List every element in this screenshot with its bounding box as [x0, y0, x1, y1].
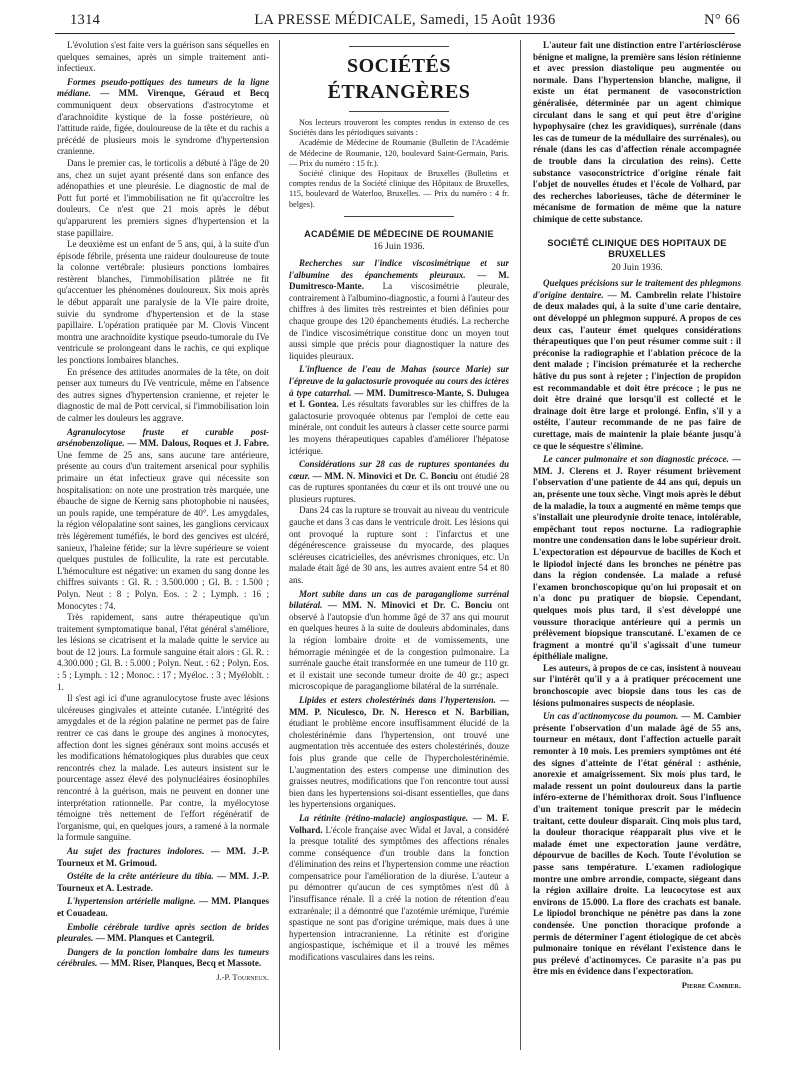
article-title: L'hypertension artérielle maligne. [67, 896, 196, 907]
article [57, 947, 269, 984]
article-title: Le cancer pulmonaire et son diagnostic précoce. [543, 454, 729, 465]
article-authors: — MM. J.-P. Tourneux et M. Grimoud. [57, 845, 269, 868]
article-text: La viscosimétrie pleurale, contrairement à l'albumino-diagnostic, a fourni à l'auteur des chiffres à des limites très restreintes et bien définies pour chaque groupe des 120 épanchements étudiés. La recherche de l'indice viscosimétrique constitue donc un moyen tout aussi simple que précis pour diagnostiquer la nature des liquides pleuraux. [289, 281, 509, 361]
article-authors: — MM. J. Clerens et J. Royer [533, 454, 741, 476]
session-date: 16 Juin 1936. [373, 242, 425, 253]
article [533, 454, 741, 709]
divider [349, 111, 449, 112]
article [57, 846, 269, 869]
article-authors: — MM. Planques et Couadeau. [57, 896, 269, 918]
article-title: Recherches sur l'indice viscosimétrique et sur l'albumine des épanchements pleuraux. [289, 258, 509, 280]
article [289, 258, 509, 362]
paragraph: Il s'est agi ici d'une agranulocytose fruste avec lésions ulcéreuses gingivales et atteinte cutanée. L'intégrité des amygdales et de la région palatine ne permet pas de faire rentrer ce cas dans le groupe des angines à monocytes, affection dont les signes généraux sont moins accusés et les modifications hématologiques plus durables que ceux rencontrés chez la malade. Les auteurs insistent sur le pourcentage assez élevé des polynucléaires éosinophiles rencontré à la guérison, mais ne peuvent en donner une interprétation rationnelle. Par contre, la myélocytose témoigne très nettement de l'effort régénératif de l'organisme, qui, en quelques jours, a ramené à la normale la formule sanguine. [57, 693, 269, 843]
article-text: communiquent deux observations d'astrocytome et d'arachnoïdite kystique de la fosse postérieure, où l'attitude raide, figée, douloureuse de la tête et du rachis a précédé de plusieurs mois le syndrome d'hypertension cranienne. [57, 99, 269, 157]
article-title: Un cas d'actinomycose du poumon. [543, 711, 679, 722]
note-item: Académie de Médecine de Roumanie (Bulletin de l'Académie de Médecine de Roumanie, 120, boulevard Saint-Germain, Paris. — Prix du numéro : 15 fr.). [289, 138, 509, 168]
article-authors: — M. Cambier [678, 711, 741, 722]
paragraph: Dans 24 cas la rupture se trouvait au niveau du ventricule gauche et dans 3 cas dans le ventricule droit. Les lésions qui ont provoqué la rupture sont : l'infarctus et une dégénérescence graisseuse du myocarde, des plaques scléreuses cicatricielles, des anévrismes chroniques, etc. Un malade était âgé de 30 ans, les autres avaient entre 54 et 80 ans. [289, 505, 509, 586]
article-title: Dangers de la ponction lombaire dans les tumeurs cérébrales. [57, 946, 269, 969]
article-text: présente l'observation d'un malade âgé de 55 ans, tourneur en métaux, dont l'affection actuelle paraît remonter à 10 mois. Les premiers symptômes ont été des signes d'atteinte de l'état général : asthénie, anorexie et amaigrissement. Six mois plus tard, le malade ressent un point douloureux dans la partie inféro-externe de l'hémithorax droit. Sous l'influence d'un traitement tonique prescrit par le médecin traitant, cette douleur disparaît. Cinq mois plus tard, la douleur thoracique réapparaît plus vive et le malade émet une expectoration jaune verdâtre, dépourvue de bacilles de Koch. Toute l'évolution se passe sans température. L'examen radiologique montre une ombre arrondie, compacte, siégeant dans la région axillaire droite. La leucocytose est aux environs de 15.000. La flore des crachats est banale. Le lipiodol bronchique ne pénètre pas dans la zone condensée. Une ponction thoracique profonde a permis de déterminer l'agent étiologique de cet abcès pulmonaire tonique en révélant l'existence dans le pus prélevé d'actinomyces. Ce parasite n'a pas pu être mis en évidence dans l'expectoration. [533, 722, 741, 977]
article [57, 77, 269, 425]
article-title: La rétinite (rétino-malacie) angiospastique. [299, 812, 469, 823]
issue-number: N° 66 [704, 12, 740, 28]
note-intro: Nos lecteurs trouveront les comptes rendus in extenso de ces Sociétés dans les périodiques suivants : [289, 118, 509, 138]
editorial-note [289, 118, 509, 210]
article-title: Agranulocytose fruste et curable post-arsénobenzolique. [57, 426, 269, 449]
article-authors: — MM. J.-P. Tourneux et A. Lestrade. [57, 871, 269, 893]
journal-title: LA PRESSE MÉDICALE, Samedi, 15 Août 1936 [254, 12, 556, 28]
paragraph: L'évolution s'est faite vers la guérison sans séquelles en quelques semaines, après un simple traitement anti-infectieux. [57, 40, 269, 74]
article [57, 922, 269, 945]
article [57, 896, 269, 919]
signature: J.-P. Tourneux. [216, 971, 269, 982]
article-text: Les résultats favorables sur les chiffres de la galactosurie provoquée obtenus par l'emploi de cette eau minérale, ont conduit les auteurs à classer cette source parmi les moyens thérapeutiques capables d'améliorer l'hépatose ictérique. [289, 399, 509, 456]
session-date: 20 Juin 1936. [611, 262, 663, 273]
column-middle [289, 40, 509, 1055]
article-text: relate l'histoire de deux malades qui, à la suite d'une carie dentaire, ont développé un phlegmon suppuré. A propos de ces deux cas, l'auteur émet quelques considérations thérapeutiques que l'on peut résumer comme suit : il préconise la radiographie et l'ablation précoce de la dent malade ; l'incision prématurée et la recherche hâtive du pus sont à rejeter ; l'injection de propidon est recommandable et doit être précoce ; le pus ne doit être drainé que lorsqu'il est collecté et le drainage doit être large et prolongé. Enfin, s'il y a ostéite, l'auteur recommande de ne pas faire de curettage, mais de maintenir la plaie béante jusqu'à ce que le séquestre s'élimine. [533, 289, 741, 451]
article-text: ont observé à l'autopsie d'un homme âgé de 37 ans qui mourut en quelques heures à la suite de douleurs abdominales, dans la région lombaire droite et de vomissements, une hémorragie méningée et de la congestion pulmonaire. La surrénale gauche était transformée en une tumeur de 110 gr. et il existait une seconde tumeur droite de 40 gr.; aspect microscopique de paragangliome bilatéral de la surrénale. [289, 600, 509, 692]
article-title: Mort subite dans un cas de paragangliome surrénal bilatéral. [289, 588, 509, 611]
article-authors: — MM. N. Minovici et Dr. C. Bonciu [309, 470, 459, 481]
signature: Pierre Cambier. [681, 979, 741, 990]
article-authors: — M. Cambrelin [603, 289, 678, 300]
article-text: L'école française avec Widal et Javal, a considéré la presque totalité des symptômes des affections rénales comme conséquence d'un trouble dans la fonction d'élimination des reins et l'hypertension comme une réaction compensatrice pour l'amélioration de la diurèse. L'auteur a pu démontrer qu'aucun de ces symptômes n'est dû à l'insuffisance rénale. Il a créé la notion de rétention d'eau extrarénale; il a démontré que l'azotémie urémique, l'urémie spastique ne sont pas d'origine urémique, mais dues à une hypertension intracranienne. La rétinite est d'origine angiospastique, ischémique et il a trouvé les mêmes modifications vasculaires dans les reins. [289, 824, 509, 963]
article [289, 695, 509, 811]
article-title: Embolie cérébrale tardive après section de brides pleurales. [57, 921, 269, 944]
article-title: L'influence de l'eau de Mahas (source Marie) sur l'épreuve de la galactosurie provoquée au cours des ictères à type catarrhal. [289, 364, 509, 398]
article [289, 364, 509, 457]
article [57, 871, 269, 894]
divider [344, 216, 454, 217]
paragraph: Les auteurs, à propos de ce cas, insistent à nouveau sur l'intérêt qu'il y a à pratiquer précocement une bronchoscopie avec biopsie dans tous les cas de lésions pulmonaires suspects de néoplasie. [533, 662, 741, 708]
article-authors: — MM. P. Niculesco, Dr. N. Heresco et N. Barbilian, [289, 694, 509, 717]
article-authors: — MM. Riser, Planques, Becq et Massote. [97, 958, 262, 969]
article [289, 589, 509, 693]
header-rule [55, 33, 735, 34]
page-header [70, 8, 740, 34]
article [533, 711, 741, 991]
article-text: ont étudié 28 cas de ruptures spontanées du cœur et ils ont trouvé une ou plusieurs ruptures. [289, 470, 509, 504]
paragraph: L'auteur fait une distinction entre l'artériosclérose bénigne et maligne, la première sans lésion rétinienne et avec pression diastolique peu augmentée ou normale. Dans l'hypertension blanche, maligne, il existe un état permanent de vasoconstriction généralisée, déterminée par un agent chimique circulant dans le sang et qui peut être d'origine hypophysaire (chez les gravidiques), surrénale (dans les cas de tumeur de la médullaire des surrénales), ou rénale (dans les cas d'affection rénale accompagnée de trouble dans la circulation des reins). Cette substance vasoconstrictrice d'origine rénale fait l'objet de nouvelles études et l'école de Volhard, par des recherches laborieuses, tâche de déterminer le mécanisme de formation de même que la nature chimique de cette substance. [533, 40, 741, 224]
article-title: Au sujet des fractures indolores. [67, 845, 205, 856]
article-text: résument brièvement l'observation d'une patiente de 44 ans qui, depuis un an, présente une toux sèche. Vingt mois après le début de la maladie, la toux a augmenté en même temps que s'installait une pleurodynie droite tenace, intolérable, empêchant tout repos nocturne. La radiographie montre une condensation dans le lobe supérieur droit. L'expectoration est dépourvue de bacilles de Koch et le lipiodol injecté dans les bronches ne pénètre pas dans la région condensée. La malade a refusé l'examen bronchoscopique qu'on lui proposait et on n'a donc pu pratiquer de biopsie. Cependant, quelques mois plus tard, il s'est développé une voussure thoracique antérieure qui a permis un prélèvement biopsique transcutané. L'examen de ce fragment a montré qu'il s'agissait d'une tumeur épithéliale maligne. [533, 465, 741, 662]
article-authors: — M. Dumitresco-Mante. [289, 269, 509, 292]
paragraph: En présence des attitudes anormales de la tête, on doit penser aux tumeurs du IVe ventricule, même en l'absence des autres signes d'hypertension cranienne, et rejeter le diagnostic de mal de Pott cervical, si l'immobilisation loin de calmer les douleurs les aggrave. [57, 366, 269, 423]
article-title: Lipides et esters cholestérinés dans l'hypertension. [299, 694, 496, 705]
note-item: Société clinique des Hopitaux de Bruxelles (Bulletins et comptes rendus de la Société clinique des Hôpitaux de Bruxelles, 115, boulevard de Waterloo, Bruxelles. — Prix du numéro : 4 fr. belges). [289, 169, 509, 209]
article-authors: — MM. Virenque, Géraud et Becq [90, 88, 269, 99]
society-heading: SOCIÉTÉ CLINIQUE DES HOPITAUX DE BRUXELLES [547, 237, 727, 260]
article-text: Une femme de 25 ans, sans aucune tare antérieure, présente au cours d'un traitement arsenical pour syphilis primaire un état infectieux grave qui nécessite son hospitalisation: on note une prostration très marquée, une ébauche de signe de Kernig sans photophobie ni nausées, un pouls rapide, une température de 40°. Les amygdales, la région vélopalatine sont saines, les ganglions cervicaux très légèrement tuméfiés, le bord des gencives est ulcéré, sanieux, l'haleine fétide; sur la lèvre supérieure se voient quelques pustules de folliculite, la rate est percutable. L'hémoculture est négative: un examen du sang donne les chiffres suivants : Gl. R. : 3.500.000 ; Gl. B. : 1.500 ; Polyn. Neut : 8 ; Polyn. Eos. : 2 ; Lymph. : 16 ; Monocytes : 74. [57, 449, 269, 611]
column-divider [279, 40, 280, 1050]
article-authors: — MM. N. Minovici et Dr. C. Bonciu [322, 600, 493, 611]
column-left [57, 40, 269, 1055]
section-heading: SOCIÉTÉS ÉTRANGÈRES [327, 55, 471, 103]
paragraph: Dans le premier cas, le torticolis a débuté à l'âge de 20 ans, chez un sujet ayant présenté dans son enfance des adénopathies et une pleurésie. Le diagnostic de mal de Pott fut porté et l'immobilisation ne fit qu'accroître les douleurs. Ce n'est que 21 mois après le début qu'apparurent les premiers signes d'hypertension et la stase papillaire. [57, 157, 269, 238]
column-divider [520, 40, 521, 1050]
article [289, 813, 509, 964]
divider [349, 46, 449, 47]
article-title: Considérations sur 28 cas de ruptures spontanées du cœur. [289, 459, 509, 481]
article [533, 278, 741, 452]
society-heading: ACADÉMIE DE MÉDECINE DE ROUMANIE [304, 228, 494, 239]
paragraph: Le deuxième est un enfant de 5 ans, qui, à la suite d'un épisode fébrile, présenta une raideur douloureuse de toute la colonne vertébrale: plusieurs ponctions lombaires restèrent blanches, l'immobilisation plâtrée ne fit qu'accentuer les phénomènes douloureux. Six mois après le début apparaît une paralysie de la VIe paire droite, suivie du syndrome d'hypertension et de la stase papillaire. L'opération pratiquée par M. Clovis Vincent montra une arachnoïdite kystique pseudo-tumorale du IVe ventricule se prolongeant dans le rachis, ce qui explique les ponctions lombaires blanches. [57, 239, 269, 366]
article [57, 427, 269, 844]
article-authors: — M. F. Volhard. [289, 812, 509, 835]
article-title: Formes pseudo-pottiques des tumeurs de la ligne médiane. [57, 76, 269, 99]
paragraph: Très rapidement, sans autre thérapeutique qu'un traitement symptomatique banal, l'état général s'améliore, les lésions se cicatrisent et la malade quitte le service au bout de 12 jours. La formule sanguine était alors : Gl. R. : 4.300.000 ; Gl. B. : 5.000 ; Polyn. Neut. : 62 ; Polyn. Eos. : 5 ; Lymph. : 12 ; Monoc. : 17 ; Myéloc. : 3 ; Myéloblt. : 1. [57, 612, 269, 692]
article-title: Quelques précisions sur le traitement des phlegmons d'origine dentaire. [533, 278, 741, 300]
article-authors: — MM. Dalous, Roques et J. Fabre. [124, 438, 269, 449]
article-text: étudiant le problème encore insuffisamment élucidé de la cholestérinémie dans l'hypertension, ont trouvé une augmentation très accentuée des esters cholestérinés, douze fois plus grande que celle de l'hypercholestérinémie. L'augmentation des esters compense une diminution des graisses neutres, modifications que l'on rencontre tout aussi bien dans les hypertensions soi-disant essentielles, que dans les hypertensions organiques. [289, 718, 509, 810]
article [289, 459, 509, 587]
page-number: 1314 [70, 12, 101, 28]
article-authors: — MM. Dumitresco-Mante, S. Dulugea et I. Gontea. [289, 387, 509, 410]
column-right [533, 40, 741, 1055]
article-authors: — MM. Planques et Cantegril. [93, 933, 215, 944]
article-title: Ostéite de la crête antérieure du tibia. [67, 871, 214, 882]
